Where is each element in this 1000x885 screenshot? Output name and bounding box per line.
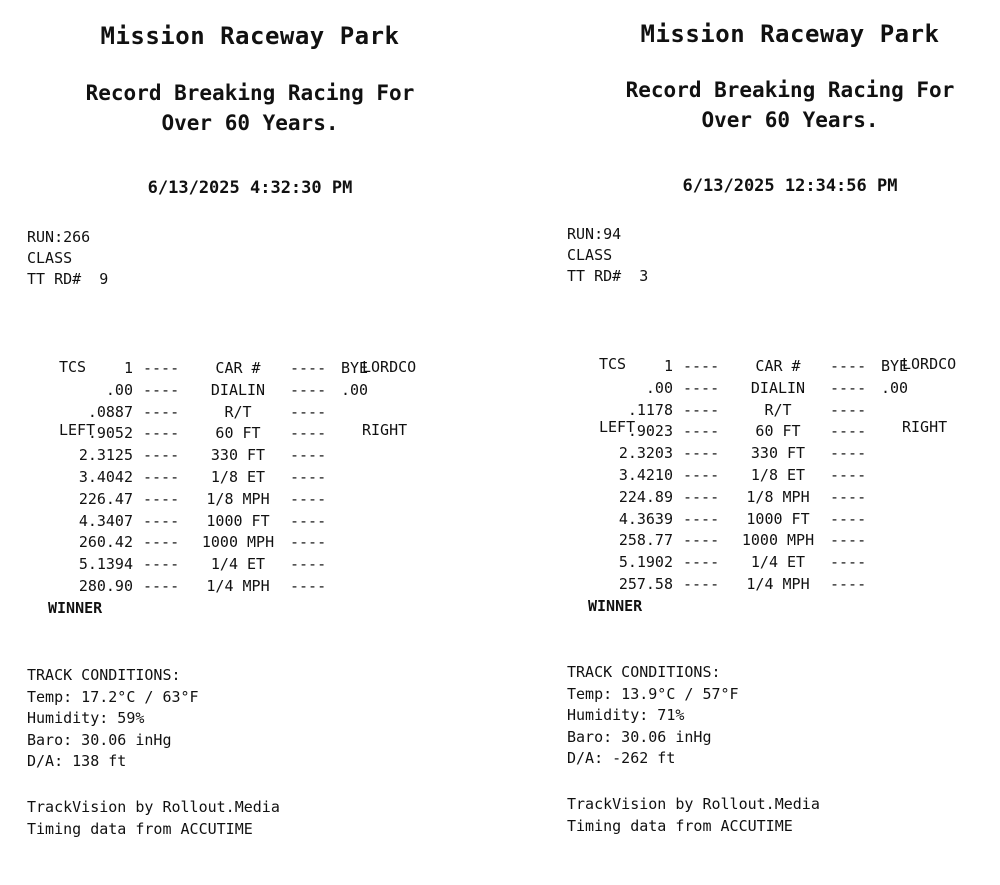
- separator: ----: [830, 400, 867, 419]
- separator: ----: [290, 424, 327, 443]
- metric-label: R/T: [764, 400, 792, 419]
- left-lane-value: 260.42: [78, 533, 133, 552]
- metric-label: 1/4 ET: [210, 555, 266, 574]
- timing-row: [540, 356, 1000, 378]
- separator: ----: [143, 576, 180, 595]
- separator: ----: [143, 380, 180, 399]
- slogan-line-2: Over 60 Years.: [161, 111, 339, 135]
- winner-label: WINNER: [588, 597, 643, 615]
- round-number: TT RD# 9: [27, 270, 109, 288]
- density-altitude: D/A: -262 ft: [567, 749, 676, 768]
- right-lane-value: BYE: [881, 357, 909, 375]
- left-lane-value: .1178: [627, 400, 673, 419]
- footer-timing-source: Timing data from ACCUTIME: [567, 817, 793, 835]
- right-racer-name: LORDCO: [902, 355, 957, 373]
- metric-label: 1/8 MPH: [746, 487, 810, 506]
- separator: ----: [830, 378, 867, 397]
- timing-row: [540, 400, 1000, 422]
- run-class: CLASS: [567, 246, 613, 264]
- metric-label: CAR #: [755, 357, 801, 375]
- timing-row: [0, 358, 470, 380]
- separator: ----: [290, 511, 327, 530]
- left-lane-value: 257.58: [618, 574, 673, 593]
- separator: ----: [830, 357, 867, 375]
- metric-label: 1/4 MPH: [746, 574, 810, 593]
- metric-label: DIALIN: [210, 380, 266, 399]
- slogan-line-1: Record Breaking Racing For: [625, 78, 955, 102]
- left-lane-value: 224.89: [618, 487, 673, 506]
- left-lane-label: LEFT: [599, 418, 636, 436]
- left-lane-value: 1: [663, 357, 673, 375]
- conditions-title: TRACK CONDITIONS:: [27, 666, 181, 684]
- separator: ----: [143, 533, 180, 552]
- barometer: Baro: 30.06 inHg: [27, 730, 172, 749]
- separator: ----: [290, 555, 327, 574]
- separator: ----: [143, 359, 180, 377]
- left-lane-value: 1: [123, 359, 133, 377]
- density-altitude: D/A: 138 ft: [27, 752, 127, 771]
- run-meta: [567, 224, 648, 287]
- metric-label: 330 FT: [750, 444, 806, 463]
- separator: ----: [290, 402, 327, 421]
- timing-row: [540, 443, 1000, 465]
- metric-label: 1/8 ET: [210, 467, 266, 486]
- separator: ----: [683, 422, 720, 441]
- right-lane-value: .00: [341, 380, 369, 399]
- separator: ----: [290, 576, 327, 595]
- separator: ----: [683, 444, 720, 463]
- right-lane-value: BYE: [341, 359, 369, 377]
- timing-table: [540, 356, 1000, 596]
- metric-label: 1000 FT: [746, 509, 810, 528]
- separator: ----: [683, 574, 720, 593]
- separator: ----: [830, 553, 867, 572]
- metric-label: 330 FT: [210, 446, 266, 465]
- slogan-line-2: Over 60 Years.: [701, 108, 879, 132]
- left-lane-value: 2.3125: [78, 446, 133, 465]
- run-number: RUN:266: [27, 228, 91, 246]
- right-lane-value: .00: [881, 378, 909, 397]
- separator: ----: [143, 402, 180, 421]
- separator: ----: [683, 553, 720, 572]
- metric-label: 1/4 MPH: [206, 576, 270, 595]
- humidity: Humidity: 59%: [27, 709, 145, 728]
- timing-row: [0, 511, 470, 533]
- separator: ----: [830, 509, 867, 528]
- run-datetime: 6/13/2025 4:32:30 PM: [147, 178, 353, 198]
- run-number: RUN:94: [567, 225, 622, 243]
- separator: ----: [290, 489, 327, 508]
- barometer: Baro: 30.06 inHg: [567, 727, 712, 746]
- right-racer-name: LORDCO: [362, 358, 417, 376]
- timing-row: [0, 532, 470, 554]
- metric-label: 60 FT: [215, 424, 261, 443]
- separator: ----: [290, 380, 327, 399]
- right-lane-label: RIGHT: [902, 418, 948, 436]
- winner-label: WINNER: [48, 599, 103, 617]
- slip-footer: [567, 793, 820, 837]
- round-number: TT RD# 3: [567, 267, 649, 285]
- left-lane-value: .9052: [87, 424, 133, 443]
- timing-row: [540, 487, 1000, 509]
- separator: ----: [830, 422, 867, 441]
- track-conditions: [27, 665, 199, 773]
- metric-label: CAR #: [215, 359, 261, 377]
- timing-row: [540, 421, 1000, 443]
- timing-table: [0, 358, 470, 598]
- timing-row: [540, 509, 1000, 531]
- track-slogan: [540, 75, 1000, 135]
- timeslip-right: [540, 0, 1000, 885]
- timing-row: [0, 576, 470, 598]
- timing-row: [540, 530, 1000, 552]
- separator: ----: [143, 467, 180, 486]
- left-lane-value: 3.4210: [618, 465, 673, 484]
- separator: ----: [683, 531, 720, 550]
- separator: ----: [290, 533, 327, 552]
- separator: ----: [290, 467, 327, 486]
- temperature: Temp: 17.2°C / 63°F: [27, 687, 199, 706]
- left-lane-value: 5.1902: [618, 553, 673, 572]
- conditions-title: TRACK CONDITIONS:: [567, 663, 721, 681]
- separator: ----: [830, 487, 867, 506]
- left-lane-value: 258.77: [618, 531, 673, 550]
- left-lane-label: LEFT: [59, 421, 96, 439]
- left-lane-value: 2.3203: [618, 444, 673, 463]
- separator: ----: [683, 357, 720, 375]
- timing-row: [540, 574, 1000, 596]
- timing-row: [0, 423, 470, 445]
- left-lane-value: .00: [105, 380, 133, 399]
- footer-provider: TrackVision by Rollout.Media: [27, 798, 280, 816]
- temperature: Temp: 13.9°C / 57°F: [567, 684, 739, 703]
- slip-footer: [27, 796, 280, 840]
- separator: ----: [683, 509, 720, 528]
- left-lane-value: 280.90: [78, 576, 133, 595]
- timing-row: [0, 380, 470, 402]
- metric-label: 1/8 MPH: [206, 489, 270, 508]
- left-lane-value: 5.1394: [78, 555, 133, 574]
- separator: ----: [143, 424, 180, 443]
- left-lane-value: .9023: [627, 422, 673, 441]
- left-lane-value: 3.4042: [78, 467, 133, 486]
- left-lane-value: 4.3639: [618, 509, 673, 528]
- timing-row: [540, 378, 1000, 400]
- separator: ----: [683, 487, 720, 506]
- metric-label: 1000 MPH: [741, 531, 815, 550]
- separator: ----: [830, 465, 867, 484]
- footer-timing-source: Timing data from ACCUTIME: [27, 820, 253, 838]
- timing-row: [0, 402, 470, 424]
- timing-row: [0, 554, 470, 576]
- humidity: Humidity: 71%: [567, 706, 685, 725]
- metric-label: 1/4 ET: [750, 553, 806, 572]
- metric-label: R/T: [224, 402, 252, 421]
- left-racer-name: TCS: [599, 355, 627, 373]
- metric-label: 1/8 ET: [750, 465, 806, 484]
- track-name: Mission Raceway Park: [100, 22, 400, 50]
- left-lane-value: 4.3407: [78, 511, 133, 530]
- track-conditions: [567, 662, 739, 770]
- timing-row: [0, 445, 470, 467]
- timing-row: [0, 489, 470, 511]
- separator: ----: [290, 446, 327, 465]
- timing-row: [540, 465, 1000, 487]
- slogan-line-1: Record Breaking Racing For: [85, 81, 415, 105]
- track-name: Mission Raceway Park: [640, 20, 940, 48]
- metric-label: 1000 FT: [206, 511, 270, 530]
- separator: ----: [143, 489, 180, 508]
- footer-provider: TrackVision by Rollout.Media: [567, 795, 820, 813]
- separator: ----: [290, 359, 327, 377]
- separator: ----: [830, 531, 867, 550]
- metric-label: DIALIN: [750, 378, 806, 397]
- run-meta: [27, 227, 108, 290]
- metric-label: 1000 MPH: [201, 533, 275, 552]
- left-lane-value: 226.47: [78, 489, 133, 508]
- timing-row: [0, 467, 470, 489]
- separator: ----: [143, 511, 180, 530]
- left-lane-value: .00: [645, 378, 673, 397]
- right-lane-label: RIGHT: [362, 421, 408, 439]
- separator: ----: [683, 378, 720, 397]
- metric-label: 60 FT: [755, 422, 801, 441]
- left-racer-name: TCS: [59, 358, 87, 376]
- timeslip-left: [0, 0, 470, 885]
- separator: ----: [683, 400, 720, 419]
- separator: ----: [143, 555, 180, 574]
- left-lane-value: .0887: [87, 402, 133, 421]
- timing-row: [540, 552, 1000, 574]
- track-slogan: [0, 78, 500, 138]
- run-datetime: 6/13/2025 12:34:56 PM: [682, 176, 898, 196]
- separator: ----: [143, 446, 180, 465]
- run-class: CLASS: [27, 249, 73, 267]
- separator: ----: [830, 574, 867, 593]
- separator: ----: [830, 444, 867, 463]
- separator: ----: [683, 465, 720, 484]
